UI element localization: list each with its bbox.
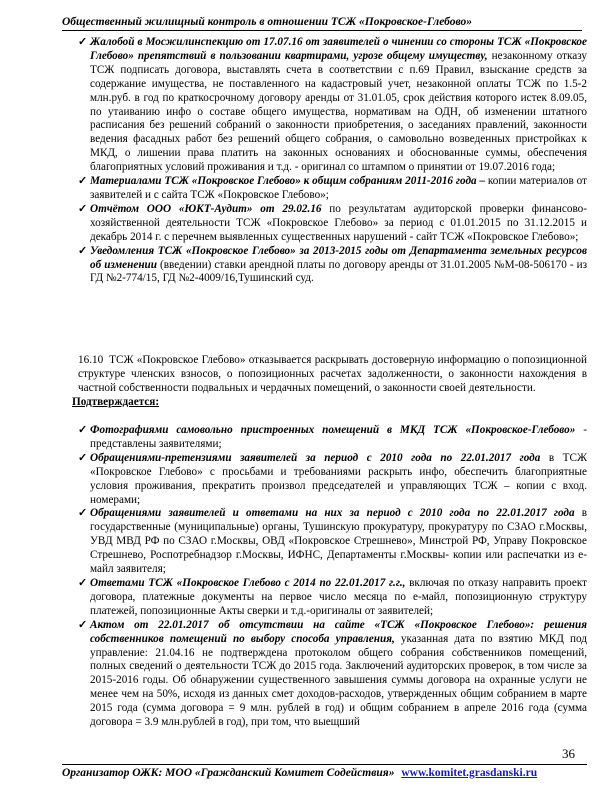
item-bold-text: Уведомления ТСЖ «Покровское Глебово» за 2013-2015 годы от Департамента земельных ресурсов об изменении — [90, 244, 587, 271]
item-bold-text: Материалами ТСЖ «Покровское Глебово» к общим собраниям 2011-2016 года – — [90, 175, 486, 188]
checkmark-icon: ✓ — [78, 618, 88, 631]
section-number: 16.10 — [78, 354, 104, 366]
checkmark-icon: ✓ — [78, 576, 88, 589]
checkmark-icon: ✓ — [78, 175, 88, 188]
top-items-list — [62, 36, 587, 286]
item-text: (введении) ставки арендной платы по договору аренды от 31.01.2005 №М-08-506170 - из ГД №2-774/15, ГД №2-4009/16,Тушинский суд. — [90, 258, 587, 285]
checkmark-icon: ✓ — [78, 36, 88, 48]
checkmark-icon: ✓ — [78, 202, 88, 215]
item-text: копии материалов от заявителей и с сайта ТСЖ «Покровское Глебово»; — [90, 175, 587, 201]
item-bold-text: Фотографиями самовольно пристроенных помещений в МКД ТСЖ «Покровское-Глебово» — [90, 424, 576, 436]
item-text: включая по отказу направить проект договора, платежные документы на первое число месяца по е-майл, попозиционную структуру платежей, попозиционные Акты сверки и т.д.-оригиналы от заявителей; — [90, 576, 588, 617]
list-item — [62, 175, 587, 203]
item-text: в ТСЖ «Покровское Глебово» с просьбами и требованиями раскрыть инфо, обеспечить благоприятные условия проживания, прекратить произвол председателей и управляющих ТСЖ – копии с вход. номерами; — [90, 451, 587, 506]
section-paragraph — [62, 354, 587, 396]
item-text: указанная дата по взятию МКД под управление: 21.04.16 не подтверждена протоколом общего собрания собственников помещений, полных сведений о деятельности ТСЖ до 2015 года. Заключений аудиторских проверок, в том числе за 2015-2016 годы. Об обнаружении существенного завышения суммы договора на охранные услуги не менее чем на 50%, исходя из данных смет доходов-расходов, утвержденных общим собранием в марте 2015 года (сумма договора = 9 млн. рублей в год) и общим собранием в апреле 2016 года (сумма договора = 3.9 млн.рублей в год), при том, что выещший — [90, 632, 588, 729]
checkmark-icon: ✓ — [78, 507, 88, 520]
item-text: по результатам аудиторской проверки финансово-хозяйственной деятельности ТСЖ «Покровское Глебово» за период с 01.01.2015 по 31.12.2015 и декабрь 2014 г. с перечнем выявленных существенных нарушений - сайт ТСЖ «Покровское Глебово»; — [90, 202, 587, 243]
page-number: 36 — [562, 746, 575, 761]
checkmark-icon: ✓ — [78, 451, 88, 464]
footer-link[interactable]: www.komitet.grasdanski.ru — [401, 767, 538, 779]
list-item — [62, 36, 587, 175]
page-footer — [62, 764, 587, 779]
list-item — [62, 577, 587, 619]
confirm-heading: Подтверждается: — [72, 395, 160, 408]
item-bold-text: Актом от 22.01.2017 об отсутствии на сайте «ТСЖ «Покровское Глебово»: решения собственников помещений по выбору способа управления, — [90, 618, 587, 645]
checkmark-icon: ✓ — [78, 424, 88, 436]
item-text: незаконному отказу ТСЖ подписать договора, выставлять счета в соответствии с п.69 Правил, взыскание средств за содержание имущества, не поставленного на кадастровый учет, незаконной оплаты ТСЖ по 1.5-2 млн.руб. в год по краткосрочному договору аренды от 31.01.05, срок действия которого истек 8.09.05, по утаиванию инфо о составе общего имущества, нормативам на ОДН, об изменении штатного расписания без решений собраний о законности приобретения, о заседаниях правлений, законности ведения фасадных работ без решений общего собрания, о самовольно возведенных пристройках к МКД, о лишении права платить на законных основаниях и обоснованные суммы, обеспечения благоприятных условий проживания и т.д. - оригинал со штампом о принятии от 19.07.2016 года; — [90, 49, 587, 174]
bottom-items-list — [62, 424, 587, 730]
list-item — [62, 203, 587, 245]
footer-text: Организатор ОЖК: МОО «Гражданский Комитет Содействия» — [62, 767, 395, 779]
section-16-10 — [62, 354, 587, 410]
checkmark-icon: ✓ — [78, 244, 88, 257]
item-text: - представлены заявителями; — [90, 424, 587, 450]
page-header: Общественный жилищный контроль в отношении ТСЖ «Покровское-Глебово» — [62, 16, 582, 31]
item-bold-text: Обращениями-претензиями заявителей за период с 2010 года по 22.01.2017 года — [90, 451, 541, 464]
section-text: ТСЖ «Покровское Глебово» отказывается раскрывать достоверную информацию о попозиционной структуре членских взносов, о попозиционных расчетах задолженности, о законности нахождения в частной собственности подвальных и чердачных помещений, о законности своей деятельности. — [78, 354, 587, 394]
item-bold-text: Ответами ТСЖ «Покровское Глебово с 2014 по 22.01.2017 г.г., — [90, 576, 406, 589]
list-item — [62, 507, 587, 577]
item-text: в государственные (муниципальные) органы, Тушинскую прокуратуру, прокуратуру по СЗАО г.Москвы, УВД МВД РФ по СЗАО г.Москвы, ОВД «Покровское Стрешнево», Минстрой РФ, Управу Покровское Стрешнево, Роспотребнадзор г.Москвы, ИФНС, Департаменты г.Москвы- копии или распечатки из е-майл заявителя; — [90, 507, 587, 576]
list-item — [62, 424, 587, 452]
list-item — [62, 619, 587, 730]
item-bold-text: Жалобой в Мосжилинспекцию от 17.07.16 от заявителей о чинении со стороны ТСЖ «Покровское Глебово» препятствий в пользовании квартирами, угрозе общему имуществу, — [90, 36, 587, 62]
item-bold-text: Обращениями заявителей и ответами на них за период с 2010 года по 22.01.2017 года — [90, 507, 575, 520]
item-bold-text: Отчётом ООО «ЮКТ-Аудит» от 29.02.16 — [90, 202, 322, 215]
list-item — [62, 452, 587, 508]
list-item — [62, 245, 587, 287]
